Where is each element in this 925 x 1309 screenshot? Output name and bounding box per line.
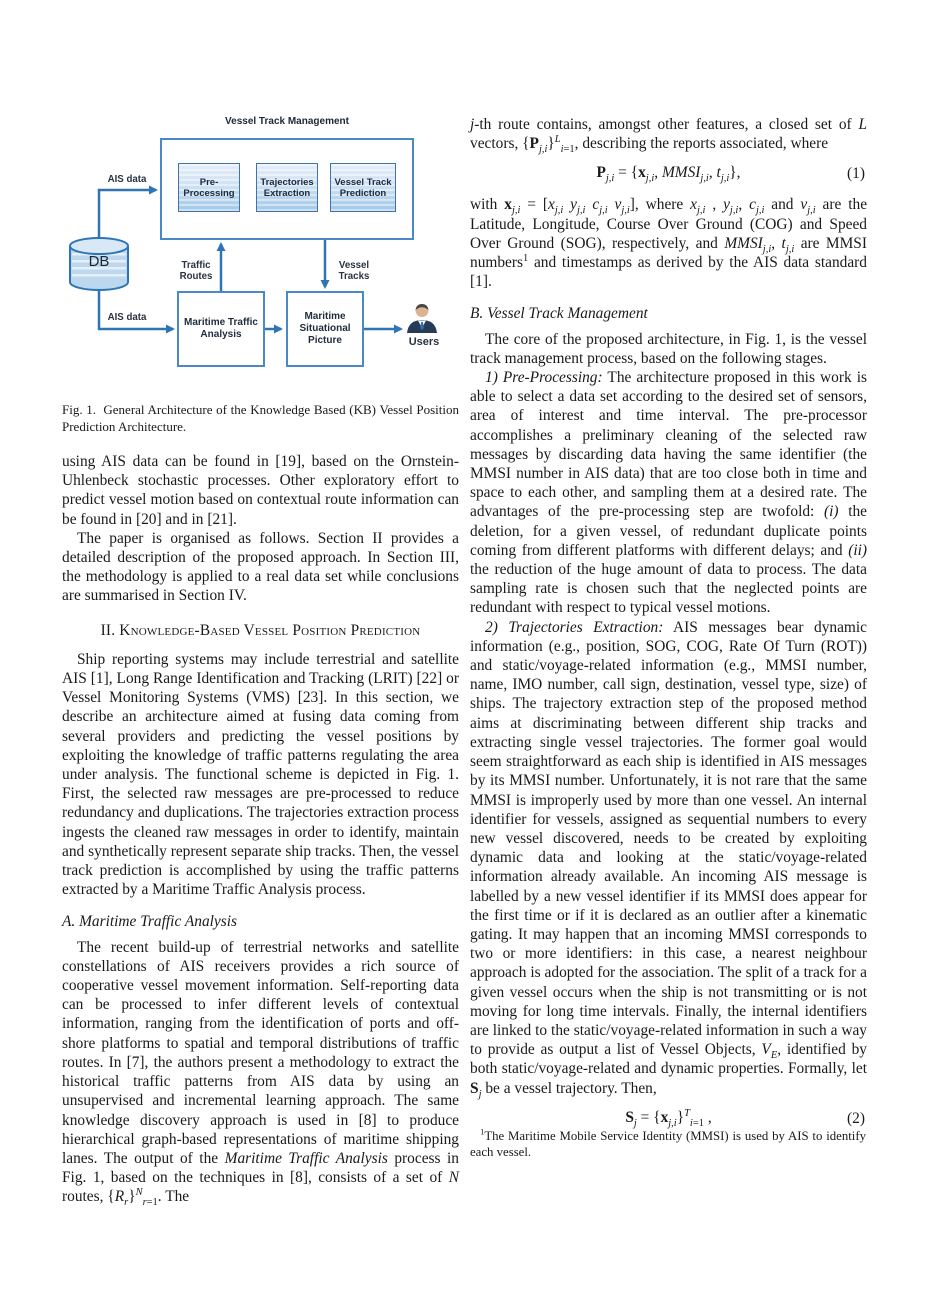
ais-data-bottom-label: AIS data <box>107 312 147 323</box>
figure-caption: Fig. 1. General Architecture of the Knowledge Based (KB) Vessel Position Prediction Architecture. <box>62 402 459 434</box>
paragraph-route-vectors: j-th route contains, amongst other features, a closed set of L vectors, $\{P_{j,i}\}^L_{i=1}$, describing the reports associated, where <box>470 116 867 156</box>
figure-1 <box>62 112 459 435</box>
paragraph-core-architecture: The core of the proposed architecture, in Fig. 1, is the vessel track management process, based on the following stages. <box>470 330 867 367</box>
vessel-track-prediction-box <box>330 163 396 212</box>
subsection-b-heading: B. Vessel Track Management <box>470 305 648 323</box>
paragraph-outline: The paper is organised as follows. Section II provides a detailed description of the proposed approach. In Section III, the methodology is applied to a real data set while conclusions are summarised in Section IV. <box>62 529 459 605</box>
maritime-situational-picture-label: Maritime Situational Picture <box>299 311 351 346</box>
trajectories-extraction-box <box>256 163 318 212</box>
ais-data-top-label: AIS data <box>107 174 147 185</box>
trajectories-extraction-label: Trajectories Extraction <box>260 176 314 199</box>
equation-2-number: (2) <box>847 1109 865 1127</box>
users-label: Users <box>408 336 440 348</box>
traffic-routes-label: Traffic Routes <box>179 260 213 282</box>
architecture-diagram <box>62 112 458 384</box>
pre-processing-label: Pre-Processing <box>183 176 235 199</box>
left-column <box>62 452 459 1207</box>
equation-2 <box>470 1108 867 1130</box>
subsection-a-heading: A. Maritime Traffic Analysis <box>62 913 238 931</box>
diagram-title: Vessel Track Management <box>225 116 349 127</box>
paragraph-trajectories-extraction: 2) Trajectories Extraction: AIS messages bear dynamic information (e.g., position, SOG, COG, Rate Of Turn (ROT)) and static/voyage-related information (e.g., MMSI number, name, IMO number, call sign, destination, vessel type, size) of ships. The trajectory extraction step of the proposed method aims at discriminating between different ship tracks and extracting single vessel trajectories. The former goal would seem straightforward as each ship is identified in AIS messages by its MMSI number. Unfortunately, it is not rare that the same MMSI is improperly used by more than one vessel. An internal identifier for vessels, assigned as sequential numbers to every new vessel discovered, needs to be created by exploiting dynamic data and looking at the static/voyage-related information already available. An incoming AIS message is labelled by a new vessel identifier if its MMSI does appear for the first time or if it is declared as an outlier after a kinematic gating. It may happen that an incoming MMSI corresponds to two or more identifiers: in this case, a nearest neighbour approach is adopted for the association. The split of a track for a given vessel occurs when the ship is not transmitting or is not moving for long time intervals. Finally, the internal identifiers are linked to the static/voyage-related information in such a way to provide as output a list of Vessel Objects, $V_E$, identified by both static/voyage-related and dynamic properties. Formally, let $S_j$ be a vessel trajectory. Then, <box>470 618 868 1100</box>
maritime-traffic-analysis-box <box>177 291 265 367</box>
maritime-situational-picture-box <box>286 291 364 367</box>
db-label: DB <box>88 253 110 270</box>
equation-1-number: (1) <box>847 165 865 183</box>
equation-1-body: $P_{j,i} = \{x_{j,i}$, $MMSI_{j,i}$, $t_{j,i}$}, <box>596 164 741 185</box>
paragraph-vector-definition: with $x_{j,i} = [x_{j,i}$ $y_{j,i}$ $c_{j,i}$ $v_{j,i}$], where $x_{j,i}$ , $y_{j,i}$, $c_{j,i}$ and $v_{j,i}$ are the Latitude, Longitude, Course Over Ground (COG) and Speed Over Ground (SOG), respectively, and $MMSI_{j,i}$, $t_{j,i}$ are MMSI numbers$^1$ and timestamps as derived by the AIS data standard [1]. <box>470 196 868 291</box>
paragraph-pre-processing: 1) Pre-Processing: The architecture proposed in this work is able to select a data set according to the desired set of sensors, area of interest and time interval. The pre-processor accomplishes a preliminary cleaning of the selected raw messages by discarding data having the same identifier (the MMSI number in AIS data) that are too close both in time and space to each other, and sampling them at a desired rate. The advantages of the pre-processing step are twofold: (i) the deletion, for a given vessel, of redundant duplicate points coming from different platforms with different delays; and (ii) the reduction of the huge amount of data to process. The data sampling rate is chosen such that the neglected points are redundant with respect to typical vessel motions. <box>470 369 867 617</box>
equation-2-body: $S_j = \{x_{j,i}\}^T_{i=1}$ , <box>625 1107 712 1129</box>
footnote: $^1$The Maritime Mobile Service Identity (MMSI) is used by AIS to identify each vessel. <box>470 1126 866 1159</box>
vessel-track-prediction-label: Vessel Track Prediction <box>334 176 392 199</box>
paragraph-ship-reporting: Ship reporting systems may include terrestrial and satellite AIS [1], Long Range Identification and Tracking (LRIT) [22] or Vessel Monitoring Systems (VMS) [23]. In this section, we describe an architecture aimed at fusing data coming from several providers and predicting the vessel positions by exploiting the knowledge of traffic patterns regulating the area under analysis. The functional scheme is depicted in Fig. 1. First, the selected raw messages are pre-processed to reduce redundancy and duplications. The trajectories extraction process ingests the cleaned raw messages in order to identify, maintain and synthetically represent separate ship tracks. Then, the vessel track prediction is accomplished by using the traffic patterns extracted by a Maritime Traffic Analysis process. <box>62 650 459 899</box>
vessel-tracks-label: Vessel Tracks <box>338 260 370 282</box>
equation-1 <box>470 163 867 185</box>
paragraph-maritime-traffic-analysis: The recent build-up of terrestrial networks and satellite constellations of AIS receivers provides a rich source of cooperative vessel movement information. Self-reporting data can be processed to infer different levels of contextual information, ranging from the identification of ports and off-shore platforms to spatial and temporal distributions of traffic routes. In [7], the authors present a methodology to extract the historical traffic patterns from AIS data by using an unsupervised and incremental learning approach. The same knowledge discovery approach is used in [8] to produce hierarchical graph-based representations of maritime shipping lanes. The output of the Maritime Traffic Analysis process in Fig. 1, based on the techniques in [8], consists of a set of N routes, $\{R_r\}^N_{r=1}$. The <box>62 938 460 1209</box>
section-2-heading: II. Knowledge-Based Vessel Position Prediction <box>100 621 421 639</box>
paragraph-continuation: using AIS data can be found in [19], based on the Ornstein-Uhlenbeck stochastic processes. Other exploratory effort to predict vessel motion based on contextual route information can be found in [20] and in [21]. <box>62 453 459 528</box>
pre-processing-box <box>178 163 240 212</box>
maritime-traffic-analysis-label: Maritime Traffic Analysis <box>184 317 258 340</box>
users-icon <box>407 304 437 333</box>
right-column <box>470 115 867 1140</box>
